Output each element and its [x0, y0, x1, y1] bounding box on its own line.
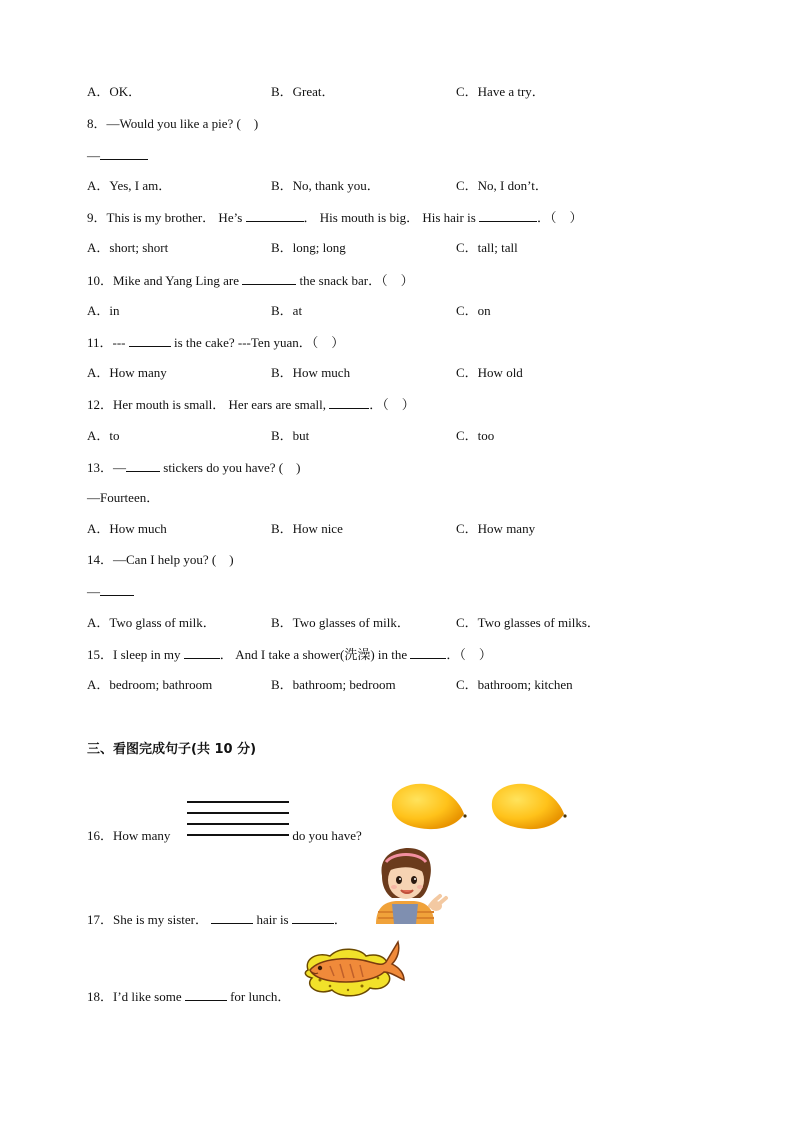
q13-option-b: B．How nice — [271, 521, 343, 536]
q12-option-b: B．but — [271, 428, 310, 443]
q8-stem: 8．—Would you like a pie? ( ) — [87, 116, 259, 131]
q12-option-a: A．to — [87, 428, 120, 443]
section-3-heading: 三、看图完成句子(共 10 分) — [87, 742, 257, 757]
q14-reply: — — [87, 583, 134, 600]
q8-option-c: C．No, I don’t． — [456, 178, 548, 193]
q10-stem: 10．Mike and Yang Ling are the snack bar．（ ） — [87, 273, 414, 288]
q15-option-b: B．bathroom; bedroom — [271, 677, 396, 692]
q13-stem: 13．— stickers do you have? ( ) — [87, 460, 301, 475]
q8-reply: — — [87, 147, 148, 164]
q8-option-a: A．Yes, I am． — [87, 178, 172, 193]
q7-option-a: A．OK． — [87, 84, 142, 99]
q17-stem: 17．She is my sister． hair is ． — [87, 912, 347, 927]
q11-option-a: A．How many — [87, 365, 167, 380]
q16-stem: 16．How many do you have? — [87, 828, 362, 843]
mango-icon — [388, 780, 470, 832]
q7-option-b: B．Great． — [271, 84, 335, 99]
q14-option-c: C．Two glasses of milks． — [456, 615, 600, 630]
q14-stem: 14．—Can I help you? ( ) — [87, 552, 234, 567]
q11-stem: 11．--- is the cake? ---Ten yuan．（ ） — [87, 335, 345, 350]
q10-option-c: C．on — [456, 303, 491, 318]
q18-stem: 18．I’d like some for lunch． — [87, 989, 291, 1004]
q11-option-c: C．How old — [456, 365, 523, 380]
q8-option-b: B．No, thank you． — [271, 178, 380, 193]
fish-icon — [300, 936, 408, 1002]
q13-option-a: A．How much — [87, 521, 167, 536]
q14-option-b: B．Two glasses of milk． — [271, 615, 410, 630]
q9-option-a: A．short; short — [87, 240, 169, 255]
q15-option-a: A．bedroom; bathroom — [87, 677, 213, 692]
q9-stem: 9．This is my brother． He’s ． His mouth is big． His hair is ．（ ） — [87, 210, 583, 225]
q13-reply: —Fourteen． — [87, 490, 160, 505]
girl-icon — [364, 846, 450, 924]
mango-icon — [488, 780, 570, 832]
q9-option-b: B．long; long — [271, 240, 346, 255]
q10-option-b: B．at — [271, 303, 303, 318]
q12-option-c: C．too — [456, 428, 495, 443]
q15-option-c: C．bathroom; kitchen — [456, 677, 573, 692]
q14-option-a: A．Two glass of milk． — [87, 615, 216, 630]
q12-stem: 12．Her mouth is small． Her ears are small, ．（ ） — [87, 397, 415, 412]
q10-option-a: A．in — [87, 303, 120, 318]
q7-option-c: C．Have a try． — [456, 84, 545, 99]
q13-option-c: C．How many — [456, 521, 536, 536]
q11-option-b: B．How much — [271, 365, 351, 380]
q9-option-c: C．tall; tall — [456, 240, 518, 255]
q15-stem: 15．I sleep in my ． And I take a shower(洗澡) in the ．（ ） — [87, 647, 492, 662]
